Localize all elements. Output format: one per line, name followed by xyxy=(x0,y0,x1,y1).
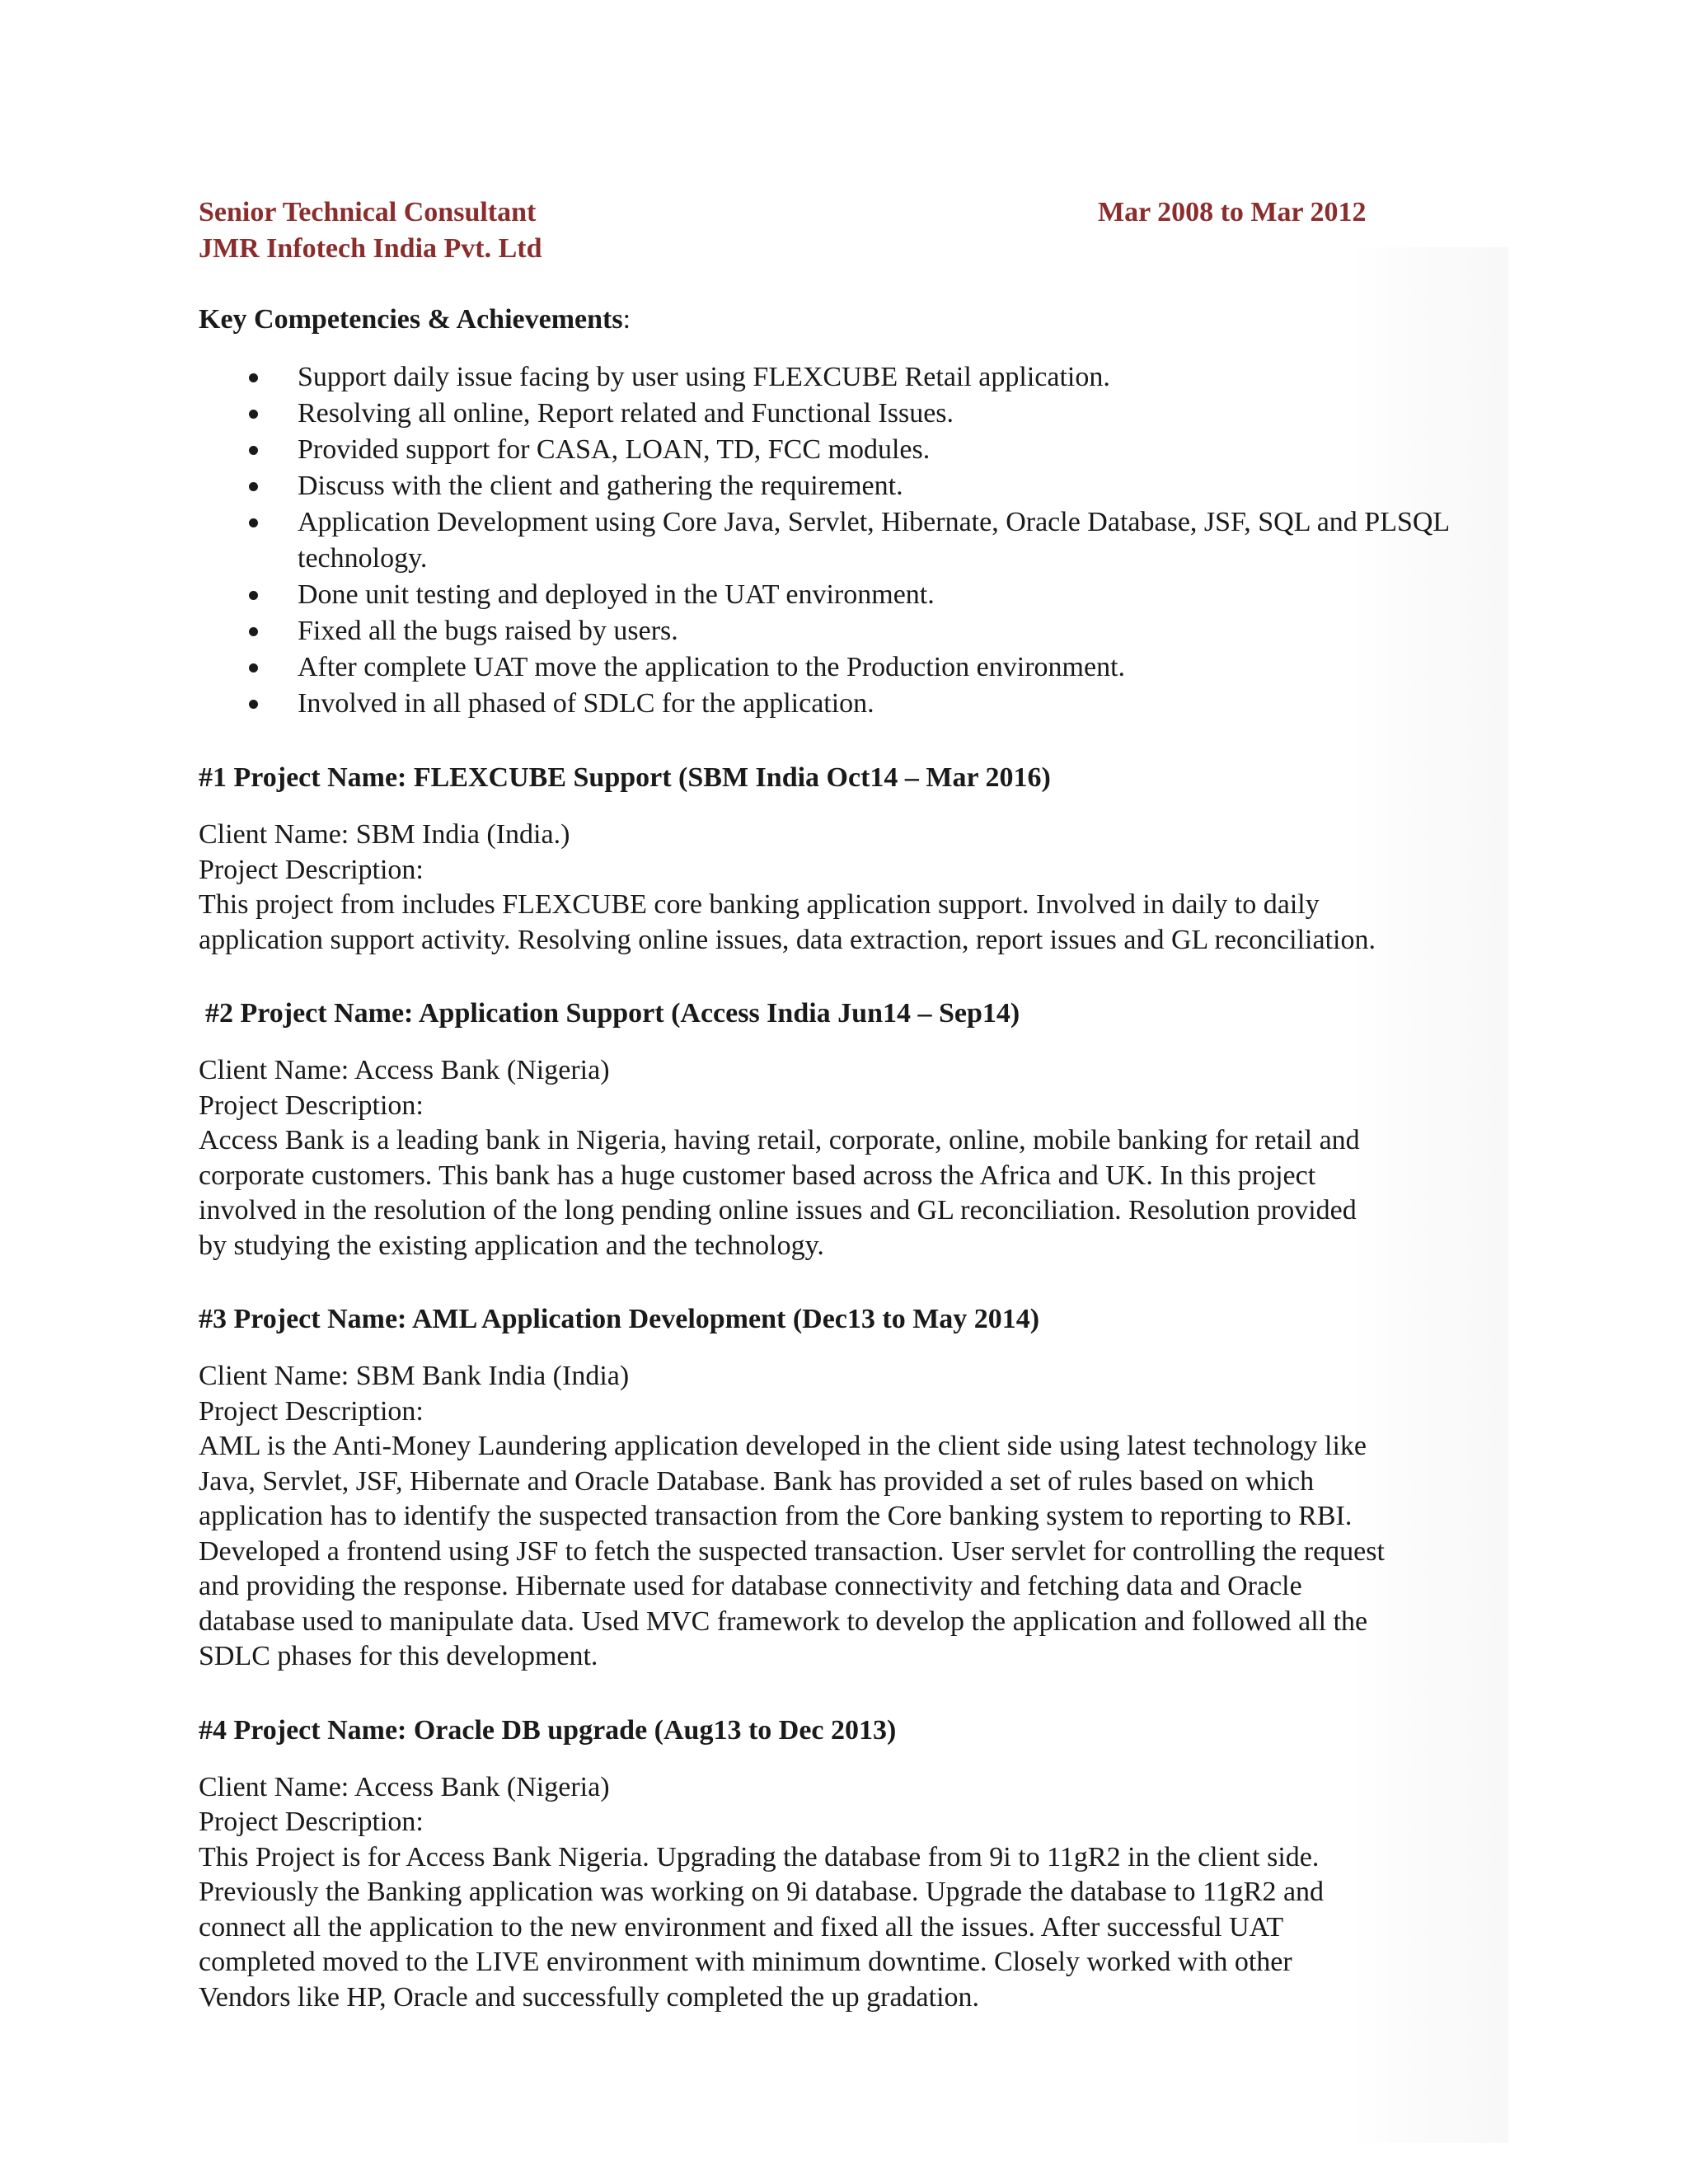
competency-item xyxy=(199,649,1501,686)
project-description-line: completed moved to the LIVE environment with minimum downtime. Closely worked with other xyxy=(199,1947,1292,1977)
bullet-icon xyxy=(249,518,258,527)
competency-text: Involved in all phased of SDLC for the application. xyxy=(298,688,874,719)
job-header xyxy=(199,194,1501,269)
project-heading: #2 Project Name: Application Support (Access India Jun14 – Sep14) xyxy=(205,998,1020,1029)
project-heading: #3 Project Name: AML Application Development (Dec13 to May 2014) xyxy=(199,1304,1040,1334)
project-description-line: and providing the response. Hibernate used for database connectivity and fetching data and Oracle xyxy=(199,1571,1302,1601)
competency-item xyxy=(199,359,1501,396)
project-client: Client Name: Access Bank (Nigeria) xyxy=(199,1055,610,1085)
project-client: Client Name: Access Bank (Nigeria) xyxy=(199,1771,610,1802)
project-description-line: Vendors like HP, Oracle and successfully completed the up gradation. xyxy=(199,1981,980,2013)
job-dates: Mar 2008 to Mar 2012 xyxy=(1098,197,1367,227)
project-client: Client Name: SBM Bank India (India) xyxy=(199,1361,630,1391)
competencies-heading-colon: : xyxy=(622,304,631,335)
project-client: Client Name: SBM India (India.) xyxy=(199,819,570,850)
bullet-icon xyxy=(249,663,258,673)
competency-item xyxy=(199,686,1501,722)
project-description-line: Access Bank is a leading bank in Nigeria, having retail, corporate, online, mobile banking for retail and xyxy=(199,1125,1360,1155)
competency-item xyxy=(199,504,1501,577)
bullet-icon xyxy=(249,591,258,600)
resume-content xyxy=(199,194,1501,2015)
project-description-label: Project Description: xyxy=(199,854,424,885)
project-description-line: This Project is for Access Bank Nigeria. Upgrading the database from 9i to 11gR2 in the client side. xyxy=(199,1841,1320,1872)
competency-text: Support daily issue facing by user using FLEXCUBE Retail application. xyxy=(298,362,1110,392)
project-description-line: by studying the existing application and the technology. xyxy=(199,1230,824,1261)
project-description-line: involved in the resolution of the long pending online issues and GL reconciliation. Resolution provided xyxy=(199,1195,1357,1226)
project-description-line: This project from includes FLEXCUBE core banking application support. Involved in daily to daily xyxy=(199,889,1320,920)
project-description-line: AML is the Anti-Money Laundering application developed in the client side using latest technology like xyxy=(199,1431,1367,1461)
project-description-line: corporate customers. This bank has a huge customer based across the Africa and UK. In this project xyxy=(199,1160,1316,1191)
project-description-line: Developed a frontend using JSF to fetch the suspected transaction. User servlet for controlling the request xyxy=(199,1535,1385,1567)
competency-item xyxy=(199,432,1501,468)
project-description-line: application has to identify the suspected transaction from the Core banking system to reporting to RBI. xyxy=(199,1501,1353,1531)
competencies-heading xyxy=(199,302,1501,338)
competency-item xyxy=(199,468,1501,504)
project-body xyxy=(199,1770,1501,2016)
project-description-line: database used to manipulate data. Used MVC framework to develop the application and followed all the xyxy=(199,1605,1368,1637)
competencies-heading-text: Key Competencies & Achievements xyxy=(199,304,623,335)
competency-text: Done unit testing and deployed in the UAT environment. xyxy=(298,579,935,610)
competencies-list xyxy=(199,359,1501,722)
project-heading: #4 Project Name: Oracle DB upgrade (Aug13 to Dec 2013) xyxy=(199,1714,897,1746)
bullet-icon xyxy=(249,482,258,491)
project-description-line: connect all the application to the new environment and fixed all the issues. After successful UAT xyxy=(199,1911,1284,1943)
bullet-icon xyxy=(249,410,258,419)
competency-text: Application Development using Core Java, Servlet, Hibernate, Oracle Database, JSF, SQL and PLSQL technology. xyxy=(298,507,1449,574)
project-body xyxy=(199,1359,1501,1675)
competency-item xyxy=(199,396,1501,432)
competency-text: After complete UAT move the application to the Production environment. xyxy=(298,652,1126,682)
project-body xyxy=(199,818,1501,958)
project-body xyxy=(199,1053,1501,1263)
project-description-label: Project Description: xyxy=(199,1807,424,1837)
bullet-icon xyxy=(249,627,258,636)
competency-item xyxy=(199,613,1501,649)
bullet-icon xyxy=(249,700,258,709)
project-description-line: Previously the Banking application was working on 9i database. Upgrade the database to 11gR2 and xyxy=(199,1877,1325,1907)
project-description-label: Project Description: xyxy=(199,1090,424,1121)
competency-text: Resolving all online, Report related and Functional Issues. xyxy=(298,398,954,429)
competency-text: Provided support for CASA, LOAN, TD, FCC modules. xyxy=(298,434,931,465)
project-heading: #1 Project Name: FLEXCUBE Support (SBM India Oct14 – Mar 2016) xyxy=(199,762,1051,793)
competency-text: Discuss with the client and gathering the requirement. xyxy=(298,471,903,501)
project-description-line: application support activity. Resolving online issues, data extraction, report issues and GL reconciliation. xyxy=(199,924,1376,955)
job-company: JMR Infotech India Pvt. Ltd xyxy=(199,233,542,264)
project-description-line: Java, Servlet, JSF, Hibernate and Oracle Database. Bank has provided a set of rules based on which xyxy=(199,1465,1315,1497)
competency-item xyxy=(199,577,1501,613)
project-description-line: SDLC phases for this development. xyxy=(199,1641,598,1671)
project-description-label: Project Description: xyxy=(199,1395,424,1427)
bullet-icon xyxy=(249,373,258,382)
bullet-icon xyxy=(249,446,258,455)
competency-text: Fixed all the bugs raised by users. xyxy=(298,616,678,646)
job-title: Senior Technical Consultant xyxy=(199,197,537,227)
